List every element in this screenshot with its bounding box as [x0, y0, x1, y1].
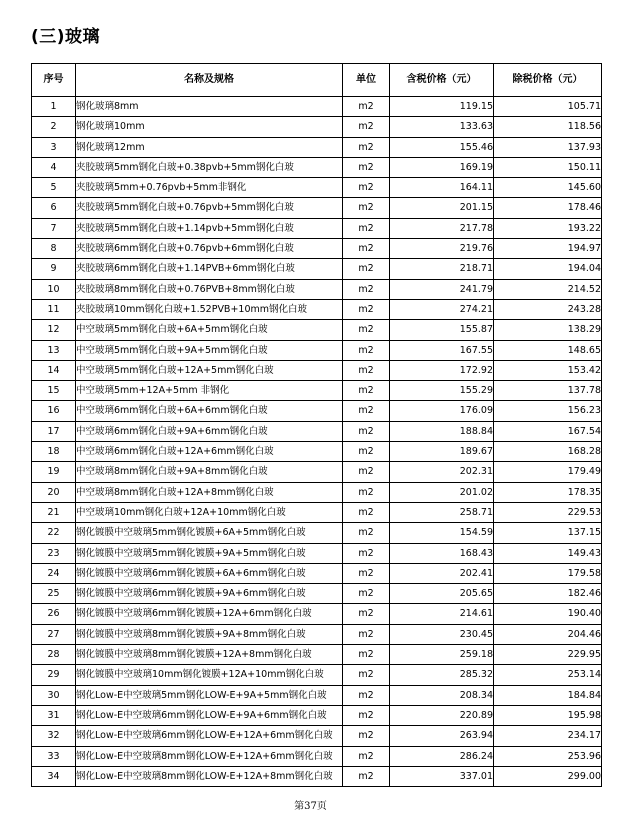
table-row — [32, 766, 602, 786]
table-row — [32, 157, 602, 177]
cell-price-notax: 229.95 — [494, 645, 602, 665]
cell-price-tax: 274.21 — [390, 299, 494, 319]
header-name: 名称及规格 — [76, 64, 343, 97]
cell-name-spec: 钢化玻璃10mm — [76, 117, 343, 137]
table-row — [32, 320, 602, 340]
cell-unit: m2 — [343, 563, 390, 583]
table-row — [32, 584, 602, 604]
table-row — [32, 198, 602, 218]
table-row — [32, 299, 602, 319]
cell-no: 4 — [32, 157, 76, 177]
cell-price-tax: 241.79 — [390, 279, 494, 299]
cell-price-tax: 337.01 — [390, 766, 494, 786]
cell-no: 19 — [32, 462, 76, 482]
table-row — [32, 726, 602, 746]
cell-no: 6 — [32, 198, 76, 218]
cell-no: 20 — [32, 482, 76, 502]
cell-no: 11 — [32, 299, 76, 319]
cell-no: 2 — [32, 117, 76, 137]
header-price-notax: 除税价格（元） — [494, 64, 602, 97]
cell-no: 33 — [32, 746, 76, 766]
cell-unit: m2 — [343, 705, 390, 725]
table-row — [32, 259, 602, 279]
page-number: 第37页 — [294, 801, 327, 812]
cell-name-spec: 钢化镀膜中空玻璃5mm钢化镀膜+6A+5mm钢化白玻 — [76, 523, 343, 543]
cell-price-tax: 168.43 — [390, 543, 494, 563]
table-row — [32, 421, 602, 441]
cell-no: 21 — [32, 502, 76, 522]
cell-price-tax: 189.67 — [390, 442, 494, 462]
cell-price-notax: 195.98 — [494, 705, 602, 725]
table-row — [32, 645, 602, 665]
glass-price-table — [31, 63, 602, 787]
cell-name-spec: 钢化玻璃12mm — [76, 137, 343, 157]
cell-price-tax: 164.11 — [390, 178, 494, 198]
table-body — [32, 97, 602, 787]
table-row — [32, 665, 602, 685]
cell-price-notax: 150.11 — [494, 157, 602, 177]
cell-price-notax: 138.29 — [494, 320, 602, 340]
cell-unit: m2 — [343, 239, 390, 259]
cell-unit: m2 — [343, 584, 390, 604]
cell-name-spec: 中空玻璃5mm钢化白玻+6A+5mm钢化白玻 — [76, 320, 343, 340]
cell-price-notax: 184.84 — [494, 685, 602, 705]
cell-unit: m2 — [343, 665, 390, 685]
cell-price-tax: 217.78 — [390, 218, 494, 238]
cell-price-notax: 253.14 — [494, 665, 602, 685]
table-row — [32, 563, 602, 583]
table-row — [32, 97, 602, 117]
cell-no: 34 — [32, 766, 76, 786]
table-row — [32, 705, 602, 725]
cell-unit: m2 — [343, 401, 390, 421]
cell-price-tax: 263.94 — [390, 726, 494, 746]
header-no: 序号 — [32, 64, 76, 97]
cell-price-notax: 229.53 — [494, 502, 602, 522]
cell-price-notax: 182.46 — [494, 584, 602, 604]
cell-name-spec: 钢化镀膜中空玻璃6mm钢化镀膜+9A+6mm钢化白玻 — [76, 584, 343, 604]
cell-name-spec: 夹胶玻璃10mm钢化白玻+1.52PVB+10mm钢化白玻 — [76, 299, 343, 319]
table-row — [32, 381, 602, 401]
cell-price-notax: 156.23 — [494, 401, 602, 421]
cell-name-spec: 夹胶玻璃5mm+0.76pvb+5mm非钢化 — [76, 178, 343, 198]
cell-price-notax: 167.54 — [494, 421, 602, 441]
cell-name-spec: 钢化Low-E中空玻璃8mm钢化LOW-E+12A+8mm钢化白玻 — [76, 766, 343, 786]
cell-price-tax: 202.41 — [390, 563, 494, 583]
cell-no: 18 — [32, 442, 76, 462]
cell-unit: m2 — [343, 259, 390, 279]
cell-no: 16 — [32, 401, 76, 421]
table-row — [32, 218, 602, 238]
table-row — [32, 360, 602, 380]
cell-name-spec: 夹胶玻璃5mm钢化白玻+1.14pvb+5mm钢化白玻 — [76, 218, 343, 238]
table-row — [32, 117, 602, 137]
table-row — [32, 543, 602, 563]
cell-unit: m2 — [343, 442, 390, 462]
cell-price-notax: 153.42 — [494, 360, 602, 380]
cell-price-notax: 179.58 — [494, 563, 602, 583]
cell-unit: m2 — [343, 766, 390, 786]
cell-unit: m2 — [343, 178, 390, 198]
cell-price-tax: 208.34 — [390, 685, 494, 705]
cell-no: 23 — [32, 543, 76, 563]
cell-no: 3 — [32, 137, 76, 157]
cell-unit: m2 — [343, 340, 390, 360]
cell-price-tax: 119.15 — [390, 97, 494, 117]
cell-name-spec: 钢化Low-E中空玻璃5mm钢化LOW-E+9A+5mm钢化白玻 — [76, 685, 343, 705]
cell-price-tax: 285.32 — [390, 665, 494, 685]
cell-price-tax: 219.76 — [390, 239, 494, 259]
cell-unit: m2 — [343, 421, 390, 441]
cell-name-spec: 夹胶玻璃8mm钢化白玻+0.76PVB+8mm钢化白玻 — [76, 279, 343, 299]
cell-price-tax: 155.29 — [390, 381, 494, 401]
cell-name-spec: 中空玻璃8mm钢化白玻+9A+8mm钢化白玻 — [76, 462, 343, 482]
cell-name-spec: 中空玻璃10mm钢化白玻+12A+10mm钢化白玻 — [76, 502, 343, 522]
cell-unit: m2 — [343, 381, 390, 401]
cell-no: 29 — [32, 665, 76, 685]
table-row — [32, 746, 602, 766]
cell-unit: m2 — [343, 462, 390, 482]
cell-name-spec: 钢化镀膜中空玻璃6mm钢化镀膜+6A+6mm钢化白玻 — [76, 563, 343, 583]
cell-price-tax: 169.19 — [390, 157, 494, 177]
cell-no: 10 — [32, 279, 76, 299]
cell-name-spec: 中空玻璃6mm钢化白玻+6A+6mm钢化白玻 — [76, 401, 343, 421]
cell-price-tax: 214.61 — [390, 604, 494, 624]
cell-price-tax: 220.89 — [390, 705, 494, 725]
cell-price-tax: 154.59 — [390, 523, 494, 543]
cell-price-tax: 201.02 — [390, 482, 494, 502]
cell-name-spec: 钢化镀膜中空玻璃5mm钢化镀膜+9A+5mm钢化白玻 — [76, 543, 343, 563]
cell-name-spec: 钢化Low-E中空玻璃6mm钢化LOW-E+9A+6mm钢化白玻 — [76, 705, 343, 725]
cell-unit: m2 — [343, 360, 390, 380]
cell-price-tax: 259.18 — [390, 645, 494, 665]
cell-price-notax: 234.17 — [494, 726, 602, 746]
cell-price-notax: 299.00 — [494, 766, 602, 786]
cell-name-spec: 钢化镀膜中空玻璃8mm钢化镀膜+12A+8mm钢化白玻 — [76, 645, 343, 665]
table-row — [32, 482, 602, 502]
cell-unit: m2 — [343, 97, 390, 117]
table-row — [32, 502, 602, 522]
cell-no: 31 — [32, 705, 76, 725]
cell-unit: m2 — [343, 523, 390, 543]
cell-no: 30 — [32, 685, 76, 705]
cell-name-spec: 钢化镀膜中空玻璃10mm钢化镀膜+12A+10mm钢化白玻 — [76, 665, 343, 685]
cell-no: 5 — [32, 178, 76, 198]
cell-unit: m2 — [343, 624, 390, 644]
cell-no: 9 — [32, 259, 76, 279]
cell-price-notax: 105.71 — [494, 97, 602, 117]
table-header-row — [32, 64, 602, 97]
cell-name-spec: 钢化玻璃8mm — [76, 97, 343, 117]
cell-name-spec: 中空玻璃5mm+12A+5mm 非钢化 — [76, 381, 343, 401]
cell-unit: m2 — [343, 279, 390, 299]
cell-no: 14 — [32, 360, 76, 380]
table-row — [32, 137, 602, 157]
table-row — [32, 523, 602, 543]
cell-unit: m2 — [343, 543, 390, 563]
table-row — [32, 442, 602, 462]
cell-price-tax: 258.71 — [390, 502, 494, 522]
cell-unit: m2 — [343, 482, 390, 502]
cell-price-notax: 178.35 — [494, 482, 602, 502]
cell-no: 24 — [32, 563, 76, 583]
cell-no: 28 — [32, 645, 76, 665]
cell-unit: m2 — [343, 746, 390, 766]
cell-name-spec: 夹胶玻璃6mm钢化白玻+0.76pvb+6mm钢化白玻 — [76, 239, 343, 259]
cell-price-notax: 137.15 — [494, 523, 602, 543]
table-row — [32, 685, 602, 705]
cell-price-notax: 194.97 — [494, 239, 602, 259]
cell-price-notax: 179.49 — [494, 462, 602, 482]
cell-unit: m2 — [343, 685, 390, 705]
table-row — [32, 462, 602, 482]
cell-unit: m2 — [343, 198, 390, 218]
cell-no: 15 — [32, 381, 76, 401]
cell-price-tax: 155.87 — [390, 320, 494, 340]
cell-price-tax: 176.09 — [390, 401, 494, 421]
cell-name-spec: 钢化镀膜中空玻璃6mm钢化镀膜+12A+6mm钢化白玻 — [76, 604, 343, 624]
cell-price-notax: 149.43 — [494, 543, 602, 563]
table-row — [32, 279, 602, 299]
cell-price-tax: 172.92 — [390, 360, 494, 380]
cell-name-spec: 中空玻璃6mm钢化白玻+12A+6mm钢化白玻 — [76, 442, 343, 462]
cell-no: 27 — [32, 624, 76, 644]
cell-price-notax: 145.60 — [494, 178, 602, 198]
cell-price-tax: 167.55 — [390, 340, 494, 360]
cell-no: 26 — [32, 604, 76, 624]
cell-price-tax: 230.45 — [390, 624, 494, 644]
table-row — [32, 178, 602, 198]
cell-no: 7 — [32, 218, 76, 238]
cell-no: 22 — [32, 523, 76, 543]
table-row — [32, 340, 602, 360]
cell-price-tax: 286.24 — [390, 746, 494, 766]
cell-price-tax: 218.71 — [390, 259, 494, 279]
table-row — [32, 624, 602, 644]
cell-unit: m2 — [343, 320, 390, 340]
cell-price-tax: 201.15 — [390, 198, 494, 218]
cell-price-notax: 137.93 — [494, 137, 602, 157]
cell-unit: m2 — [343, 157, 390, 177]
cell-price-notax: 190.40 — [494, 604, 602, 624]
cell-price-notax: 178.46 — [494, 198, 602, 218]
cell-price-tax: 155.46 — [390, 137, 494, 157]
cell-unit: m2 — [343, 502, 390, 522]
cell-name-spec: 夹胶玻璃6mm钢化白玻+1.14PVB+6mm钢化白玻 — [76, 259, 343, 279]
cell-price-tax: 205.65 — [390, 584, 494, 604]
cell-price-notax: 148.65 — [494, 340, 602, 360]
cell-name-spec: 钢化Low-E中空玻璃8mm钢化LOW-E+12A+6mm钢化白玻 — [76, 746, 343, 766]
cell-price-notax: 118.56 — [494, 117, 602, 137]
cell-no: 12 — [32, 320, 76, 340]
cell-name-spec: 中空玻璃5mm钢化白玻+12A+5mm钢化白玻 — [76, 360, 343, 380]
table-row — [32, 401, 602, 421]
cell-price-notax: 253.96 — [494, 746, 602, 766]
cell-price-notax: 193.22 — [494, 218, 602, 238]
cell-name-spec: 中空玻璃5mm钢化白玻+9A+5mm钢化白玻 — [76, 340, 343, 360]
table-row — [32, 604, 602, 624]
cell-unit: m2 — [343, 137, 390, 157]
cell-no: 25 — [32, 584, 76, 604]
cell-price-tax: 188.84 — [390, 421, 494, 441]
cell-price-tax: 133.63 — [390, 117, 494, 137]
cell-name-spec: 钢化镀膜中空玻璃8mm钢化镀膜+9A+8mm钢化白玻 — [76, 624, 343, 644]
cell-price-tax: 202.31 — [390, 462, 494, 482]
cell-unit: m2 — [343, 218, 390, 238]
cell-price-notax: 214.52 — [494, 279, 602, 299]
cell-no: 17 — [32, 421, 76, 441]
cell-no: 8 — [32, 239, 76, 259]
cell-no: 32 — [32, 726, 76, 746]
cell-price-notax: 243.28 — [494, 299, 602, 319]
cell-unit: m2 — [343, 645, 390, 665]
cell-name-spec: 夹胶玻璃5mm钢化白玻+0.38pvb+5mm钢化白玻 — [76, 157, 343, 177]
cell-price-notax: 204.46 — [494, 624, 602, 644]
header-price-tax: 含税价格（元） — [390, 64, 494, 97]
cell-no: 13 — [32, 340, 76, 360]
cell-price-notax: 194.04 — [494, 259, 602, 279]
section-title: (三)玻璃 — [31, 27, 101, 47]
cell-name-spec: 中空玻璃8mm钢化白玻+12A+8mm钢化白玻 — [76, 482, 343, 502]
cell-name-spec: 夹胶玻璃5mm钢化白玻+0.76pvb+5mm钢化白玻 — [76, 198, 343, 218]
cell-name-spec: 钢化Low-E中空玻璃6mm钢化LOW-E+12A+6mm钢化白玻 — [76, 726, 343, 746]
cell-price-notax: 168.28 — [494, 442, 602, 462]
cell-name-spec: 中空玻璃6mm钢化白玻+9A+6mm钢化白玻 — [76, 421, 343, 441]
cell-unit: m2 — [343, 117, 390, 137]
header-unit: 单位 — [343, 64, 390, 97]
cell-unit: m2 — [343, 299, 390, 319]
cell-unit: m2 — [343, 726, 390, 746]
cell-unit: m2 — [343, 604, 390, 624]
table-row — [32, 239, 602, 259]
cell-no: 1 — [32, 97, 76, 117]
cell-price-notax: 137.78 — [494, 381, 602, 401]
